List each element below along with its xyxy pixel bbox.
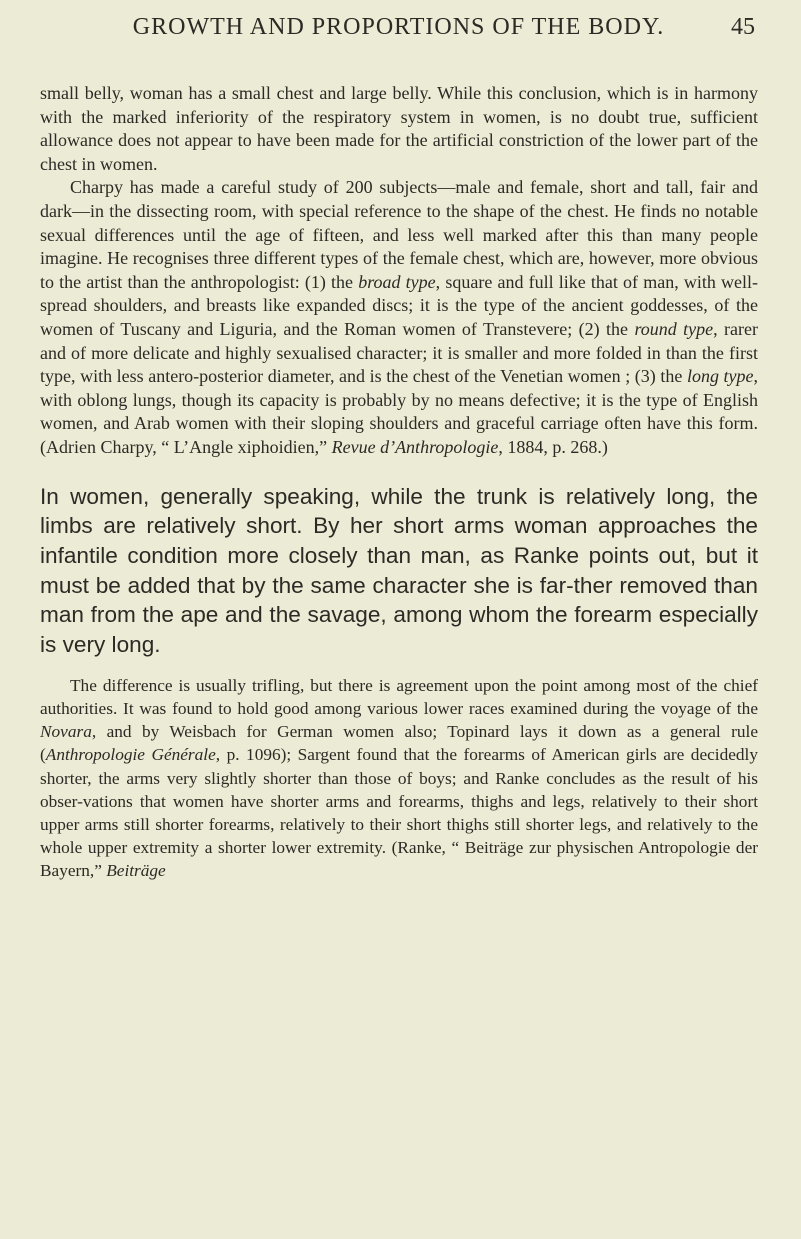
citation-title: Anthropologie Générale <box>45 745 216 765</box>
text-run: Charpy has made a careful study of 200 subjects—male and female, short and tall, fair and dark—in the dissecting room, with special reference to the shape of the chest. He finds no notable sexual differences until the age of fifteen, and less well marked after this than many people imagine. He recognises three different types of the female chest, which are, however, more obvious to the artist than the anthropologist: (1) the <box>40 177 758 292</box>
paragraph-authorities <box>40 674 758 883</box>
body-text <box>40 82 758 883</box>
text-run: , and by Weisbach for German women also; Topinard lays it down as a general rule ( <box>40 722 758 765</box>
paragraph-continuation: small belly, woman has a small chest and large belly. While this conclusion, which is in harmony with the marked inferiority of the respiratory system in women, is no doubt true, sufficient allowance does not appear to have been made for the artificial constriction of the lower part of the chest in women. <box>40 83 758 174</box>
italic-term: long type <box>686 366 754 387</box>
text-run: , 1884, p. 268.) <box>498 436 608 457</box>
text-run: The difference is usually trifling, but there is agreement upon the point among most of the chief authorities. It was found to hold good among various lower races examined during the voyage of the <box>40 675 758 718</box>
italic-term: round type <box>634 318 714 339</box>
italic-term: broad type <box>358 271 436 292</box>
paragraph-charpy <box>40 176 758 459</box>
citation-title: Revue d’Anthropologie <box>331 436 499 457</box>
page-number: 45 <box>731 14 755 40</box>
running-head: GROWTH AND PROPORTIONS OF THE BODY. <box>132 14 665 40</box>
text-run: , with oblong lungs, though its capacity is probably by no means defective; it is the type of English women, and Arab women with their sloping shoulders and graceful carriage often have this form. (Adrien Charpy, “ L’Angle xiphoidien,” <box>40 366 758 457</box>
text-run: , square and full like that of man, with well-spread shoulders, and breasts like expanded discs; it is the type of the ancient goddesses, of the women of Tuscany and Liguria, and the Roman women of Transtevere; (2) the <box>40 271 758 339</box>
text-run: , p. 1096); Sargent found that the forearms of American girls are decidedly shorter, the arms very slightly shorter than those of boys; and Ranke concludes as the result of his obser-vations that women have shorter arms and forearms, thighs and legs, relatively to their short upper arms still shorter forearms, relatively to their short thighs still shorter legs, and relatively to the whole upper extremity a shorter lower extremity. (Ranke, “ Beiträge zur physischen Antropologie der Bayern,” <box>40 745 758 881</box>
paragraph-main-statement: In women, generally speaking, while the trunk is relatively long, the limbs are relatively short. By her short arms woman approaches the infantile condition more closely than man, as Ranke points out, but it must be added that by the same character she is far-ther removed than man from the ape and the savage, among whom the forearm especially is very long. <box>40 483 758 658</box>
italic-term: Novara <box>40 722 92 742</box>
citation-title: Beiträge <box>106 861 166 881</box>
page-header <box>90 14 755 54</box>
text-run: , rarer and of more delicate and highly sexualised character; it is smaller and more folded in than the first type, with less antero-posterior diameter, and is the chest of the Venetian women ; (3) the <box>40 318 758 387</box>
